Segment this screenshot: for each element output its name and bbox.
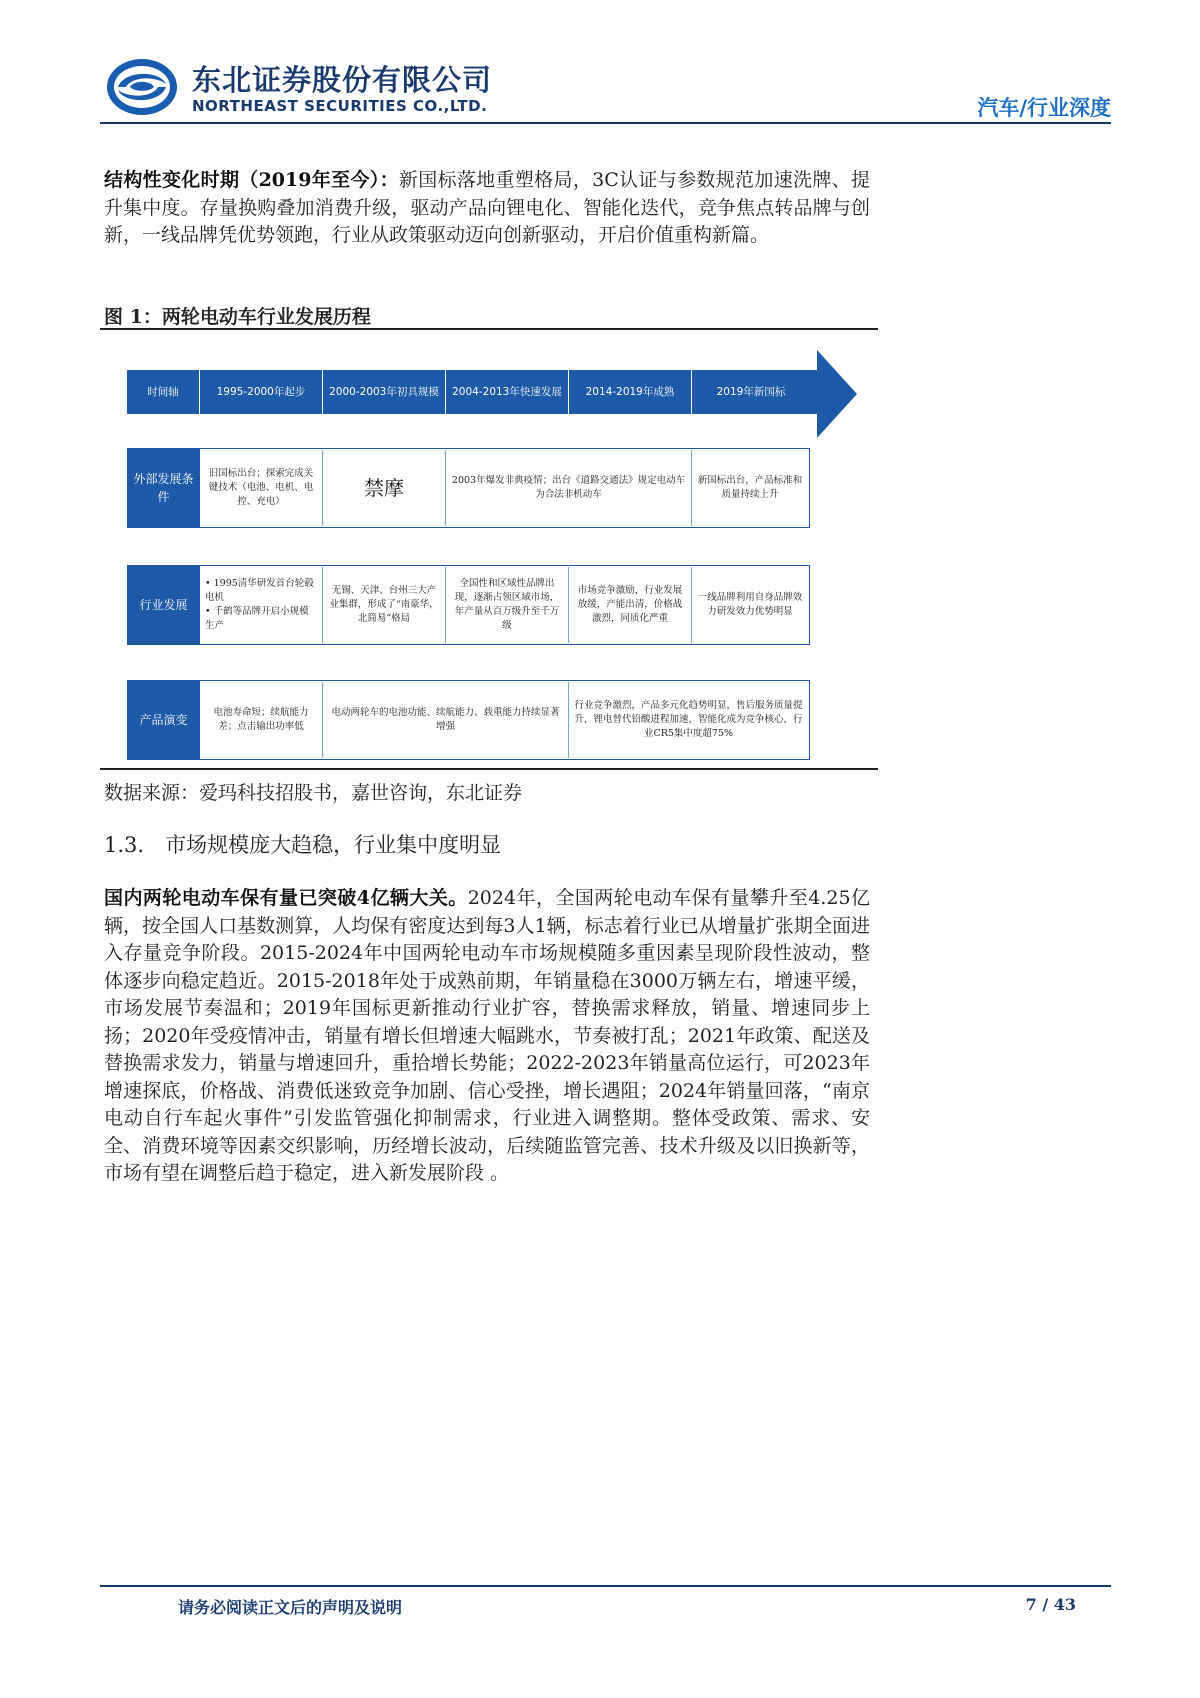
intro-paragraph [104, 167, 870, 250]
section-1-3-body: 2024年，全国两轮电动车保有量攀升至4.25亿辆，按全国人口基数测算，人均保有密度达到每3人1辆，标志着行业已从增量扩张期全面进入存量竞争阶段。2015-2024年中国两轮电动车市场规模随多重因素呈现阶段性波动，整体逐步向稳定趋近。2015-2018年处于成熟前期，年销量稳在3000万辆左右，增速平缓，市场发展节奏温和；2019年国标更新推动行业扩容，替换需求释放，销量、增速同步上扬；2020年受疫情冲击，销量有增长但增速大幅跳水，节奏被打乱；2021年政策、配送及替换需求发力，销量与增速回升，重拾增长势能；2022-2023年销量高位运行，可2023年增速探底，价格战、消费低迷致竞争加剧、信心受挫，增长遇阻；2024年销量回落，“南京电动自行车起火事件”引发监管强化抑制需求，行业进入调整期。整体受政策、需求、安全、消费环境等因素交织影响，历经增长波动，后续随监管完善、技术升级及以旧换新等，市场有望在调整后趋于稳定，进入新发展阶段 。 [104, 887, 870, 1184]
product-cell-2014-2019: 行业竞争激烈，产品多元化趋势明显，售后服务质量提升，锂电替代铅酸进程加速，智能化成为竞争核心，行业CR5集中度超75% [574, 700, 803, 739]
header-divider [100, 122, 1111, 124]
section-1-3-paragraph [104, 885, 870, 1188]
figure-title: 图 1：两轮电动车行业发展历程 [104, 306, 371, 328]
industry-cell-2004: 全国性和区域性品牌出现，逐渐占领区域市场，年产量从百万级升至千万级 [446, 567, 569, 643]
product-cell-2000-2013: 电动两轮车的电池功能、续航能力、载重能力持续显著增强 [323, 682, 569, 758]
product-cell-1995: 电池寿命短；续航能力差；点击输出功率低 [200, 682, 323, 758]
row-label-external: 外部发展条件 [127, 448, 200, 528]
intro-body: 新国标落地重塑格局，3C认证与参数规范加速洗牌、提升集中度。存量换购叠加消费升级，驱动产品向锂电化、智能化迭代，竞争焦点转品牌与创新，一线品牌凭优势领跑，行业从政策驱动迈向创新驱动，开启价值重构新篇。 [104, 169, 870, 246]
northeast-securities-logo-icon [104, 56, 180, 118]
timeline-stage: 2014-2019年成熟 [569, 370, 692, 414]
timeline-stage: 1995-2000年起步 [200, 370, 323, 414]
external-cell-2000: 禁摩 [323, 450, 446, 526]
external-cell-1995: 旧国标出台；探索完成关键技术（电池、电机、电控、充电） [200, 450, 323, 526]
industry-cell-2000: 无锡、天津、台州三大产业集群，形成了“南豪华，北简易”格局 [323, 567, 446, 643]
development-history-diagram [100, 340, 878, 766]
timeline-stage: 2019年新国标 [716, 386, 786, 398]
page-number: 7 / 43 [1025, 1595, 1076, 1614]
row-label-industry: 行业发展 [127, 565, 200, 645]
timeline-label: 时间轴 [127, 370, 200, 414]
intro-lead: 结构性变化时期（2019年至今）： [104, 169, 399, 191]
external-cell-2019: 新国标出台，产品标准和质量持续上升 [697, 475, 803, 500]
company-name-en: NORTHEAST SECURITIES CO.,LTD. [192, 97, 488, 115]
timeline-stage: 2000-2003年初具规模 [323, 370, 446, 414]
industry-cell-2014: 市场竞争激励，行业发展放缓，产能出清，价格战激烈，同质化严重 [569, 567, 692, 643]
company-name-cn: 东北证券股份有限公司 [192, 63, 493, 97]
section-heading-1-3: 1.3. 市场规模庞大趋稳，行业集中度明显 [104, 833, 502, 857]
external-cell-2004-2019: 2003年爆发非典疫情；出台《道路交通法》规定电动车为合法非机动车 [446, 450, 692, 526]
footer-disclaimer: 请务必阅读正文后的声明及说明 [178, 1598, 403, 1617]
page-header [100, 52, 1111, 122]
report-section-tag: 汽车/行业深度 [977, 96, 1111, 120]
figure-bottom-rule [100, 768, 878, 770]
industry-cell-1995: • 1995清华研发首台轮毂电机 • 千鹤等品牌开启小规模生产 [200, 567, 323, 643]
row-label-product: 产品演变 [127, 680, 200, 760]
figure-source: 数据来源：爱玛科技招股书，嘉世咨询，东北证券 [104, 782, 523, 804]
figure-top-rule [100, 328, 878, 330]
timeline-stage: 2004-2013年快速发展 [446, 370, 569, 414]
section-1-3-lead: 国内两轮电动车保有量已突破4亿辆大关。 [104, 887, 468, 909]
footer-divider [100, 1585, 1111, 1587]
industry-cell-2019: 一线品牌利用自身品牌效力研发效力优势明显 [697, 592, 803, 617]
